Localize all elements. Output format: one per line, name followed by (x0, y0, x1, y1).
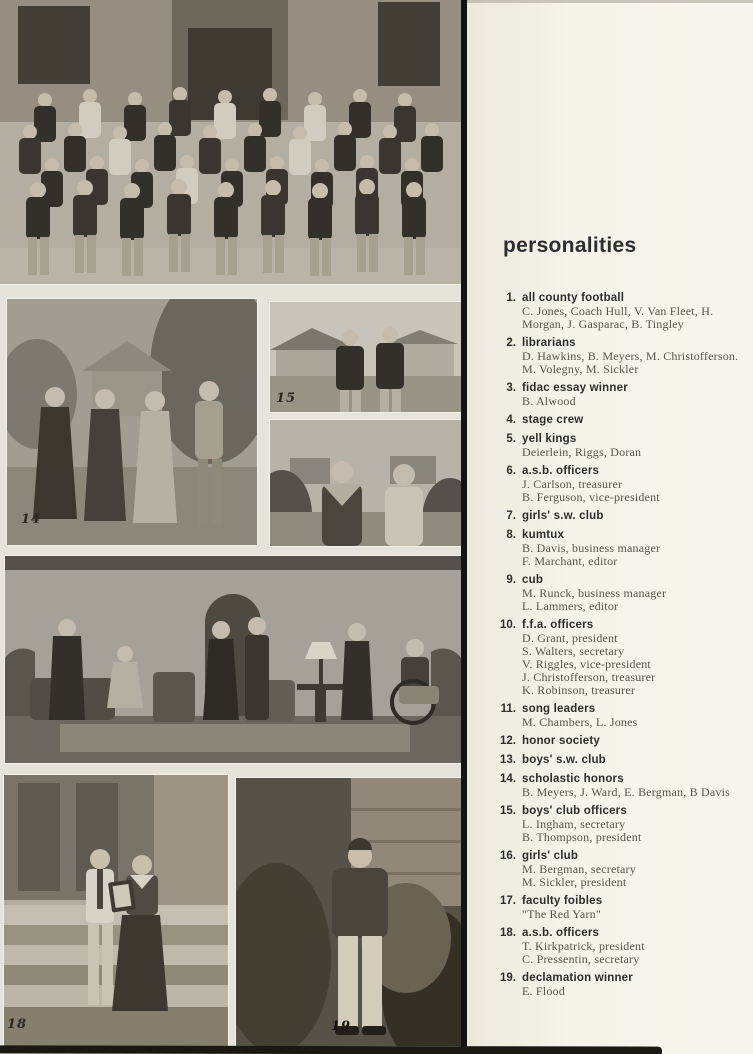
personality-title: kumtux (522, 529, 565, 541)
personality-item (497, 619, 745, 697)
personality-body (522, 703, 745, 729)
personality-line: L. Lammers, editor (522, 599, 619, 613)
standing-man-illustration (236, 778, 461, 1046)
personality-names (522, 542, 745, 568)
personality-item (497, 703, 745, 729)
personality-line: F. Marchant, editor (522, 554, 618, 568)
personality-item (497, 382, 745, 408)
personality-line: B. Alwood (522, 394, 576, 408)
personality-line: B. Thompson, president (522, 830, 642, 844)
personality-names (522, 395, 745, 408)
personality-number: 14. (500, 773, 516, 785)
personality-number: 5. (506, 433, 516, 445)
personality-title: yell kings (522, 433, 577, 445)
photo-standing-man (236, 778, 461, 1046)
personality-names (522, 908, 745, 921)
personality-title: all county football (522, 292, 625, 304)
personality-names (522, 350, 745, 376)
personality-body (522, 382, 745, 408)
photo-football-group (0, 0, 461, 284)
personality-title: scholastic honors (522, 773, 624, 785)
personality-title: f.f.a. officers (522, 619, 594, 631)
personality-item (497, 754, 745, 767)
personality-item (497, 414, 745, 427)
personality-line: C. Jones, Coach Hull, V. Van Fleet, H. (522, 304, 714, 318)
personality-number: 1. (506, 292, 516, 304)
personality-line: D. Hawkins, B. Meyers, M. Christofferson. (522, 349, 739, 363)
personality-title: a.s.b. officers (522, 927, 600, 939)
personality-item (497, 805, 745, 844)
personality-body (522, 414, 745, 427)
personality-line: B. Davis, business manager (522, 541, 661, 555)
personality-item (497, 850, 745, 889)
personality-names (522, 478, 745, 504)
personality-line: S. Walters, secretary (522, 644, 625, 658)
personality-body (522, 433, 745, 459)
personality-item (497, 529, 745, 568)
personality-line: L. Ingham, secretary (522, 817, 626, 831)
personality-line: J. Christofferson, treasurer (522, 670, 656, 684)
personality-body (522, 292, 745, 331)
personality-names (522, 446, 745, 459)
personality-number: 16. (500, 850, 516, 862)
personality-line: M. Chambers, L. Jones (522, 715, 638, 729)
personality-line: K. Robinson, treasurer (522, 683, 636, 697)
personality-item (497, 574, 745, 613)
personality-line: Morgan, J. Gasparac, B. Tingley (522, 317, 684, 331)
personality-title: boys' club officers (522, 805, 627, 817)
personality-names (522, 940, 745, 966)
photo-number-15: 15 (276, 391, 297, 406)
personality-line: T. Kirkpatrick, president (522, 939, 645, 953)
personality-body (522, 805, 745, 844)
personality-names (522, 985, 745, 998)
personality-number: 8. (506, 529, 516, 541)
football-group-illustration (0, 0, 461, 284)
photo-couple-on-steps (4, 775, 228, 1046)
personality-item (497, 337, 745, 376)
four-students-illustration (7, 299, 257, 545)
personality-number: 13. (500, 754, 516, 766)
personality-title: declamation winner (522, 972, 633, 984)
personality-number: 9. (506, 574, 516, 586)
personality-line: M. Sickler, president (522, 875, 627, 889)
personality-line: B. Ferguson, vice-president (522, 490, 660, 504)
personality-body (522, 972, 745, 998)
personality-number: 17. (500, 895, 516, 907)
page-title: personalities (503, 234, 637, 257)
personality-line: E. Flood (522, 984, 565, 998)
two-girls-illustration (270, 420, 461, 546)
photo-stage-play (5, 556, 461, 763)
personality-title: cub (522, 574, 544, 586)
personality-number: 19. (500, 972, 516, 984)
personality-item (497, 773, 745, 799)
personality-number: 3. (506, 382, 516, 394)
personality-title: fidac essay winner (522, 382, 628, 394)
personality-line: B. Meyers, J. Ward, E. Bergman, B Davis (522, 785, 731, 799)
personality-line: J. Carlson, treasurer (522, 477, 623, 491)
personality-title: girls' s.w. club (522, 510, 604, 522)
personality-number: 18. (500, 927, 516, 939)
stage-play-illustration (5, 556, 461, 763)
personality-names (522, 863, 745, 889)
personality-names (522, 587, 745, 613)
personality-line: V. Riggles, vice-president (522, 657, 651, 671)
personality-body (522, 773, 745, 799)
personality-line: "The Red Yarn" (522, 907, 601, 921)
personality-line: M. Runck, business manager (522, 586, 667, 600)
personality-number: 7. (506, 510, 516, 522)
personality-body (522, 337, 745, 376)
personality-line: M. Bergman, secretary (522, 862, 636, 876)
personality-title: librarians (522, 337, 576, 349)
personality-item (497, 735, 745, 748)
personality-names (522, 632, 745, 697)
personality-body (522, 529, 745, 568)
photo-two-boys (270, 302, 461, 412)
scan-edge-shadow (0, 1045, 662, 1054)
personality-body (522, 895, 745, 921)
personality-number: 6. (506, 465, 516, 477)
photo-number-19: 19 (331, 1019, 352, 1034)
personality-names (522, 786, 745, 799)
personality-item (497, 510, 745, 523)
personality-line: D. Grant, president (522, 631, 618, 645)
personality-item (497, 465, 745, 504)
personality-title: boys' s.w. club (522, 754, 606, 766)
personality-title: faculty foibles (522, 895, 603, 907)
couple-on-steps-illustration (4, 775, 228, 1046)
photo-four-students (7, 299, 257, 545)
personality-number: 4. (506, 414, 516, 426)
photo-number-14: 14 (21, 512, 42, 527)
personality-title: song leaders (522, 703, 596, 715)
personality-body (522, 850, 745, 889)
personality-title: honor society (522, 735, 601, 747)
personality-item (497, 433, 745, 459)
personality-item (497, 895, 745, 921)
personality-line: Deierlein, Riggs, Doran (522, 445, 642, 459)
personality-body (522, 735, 745, 748)
personality-title: a.s.b. officers (522, 465, 600, 477)
two-boys-illustration (270, 302, 461, 412)
photo-number-18: 18 (7, 1017, 28, 1032)
photo-two-girls (270, 420, 461, 546)
personality-title: girls' club (522, 850, 579, 862)
personality-item (497, 972, 745, 998)
personality-number: 11. (500, 703, 516, 715)
personality-number: 10. (500, 619, 516, 631)
personality-names (522, 305, 745, 331)
personality-title: stage crew (522, 414, 584, 426)
personality-body (522, 619, 745, 697)
personality-item (497, 927, 745, 966)
personality-list (497, 292, 745, 1004)
personality-body (522, 510, 745, 523)
personalities-page (467, 0, 753, 1054)
personality-body (522, 465, 745, 504)
personality-body (522, 754, 745, 767)
personality-body (522, 927, 745, 966)
personality-names (522, 716, 745, 729)
personality-item (497, 292, 745, 331)
personality-number: 15. (500, 805, 516, 817)
personality-line: M. Volegny, M. Sickler (522, 362, 639, 376)
personality-line: C. Pressentin, secretary (522, 952, 640, 966)
personality-number: 2. (506, 337, 516, 349)
personality-body (522, 574, 745, 613)
personality-names (522, 818, 745, 844)
personality-number: 12. (500, 735, 516, 747)
